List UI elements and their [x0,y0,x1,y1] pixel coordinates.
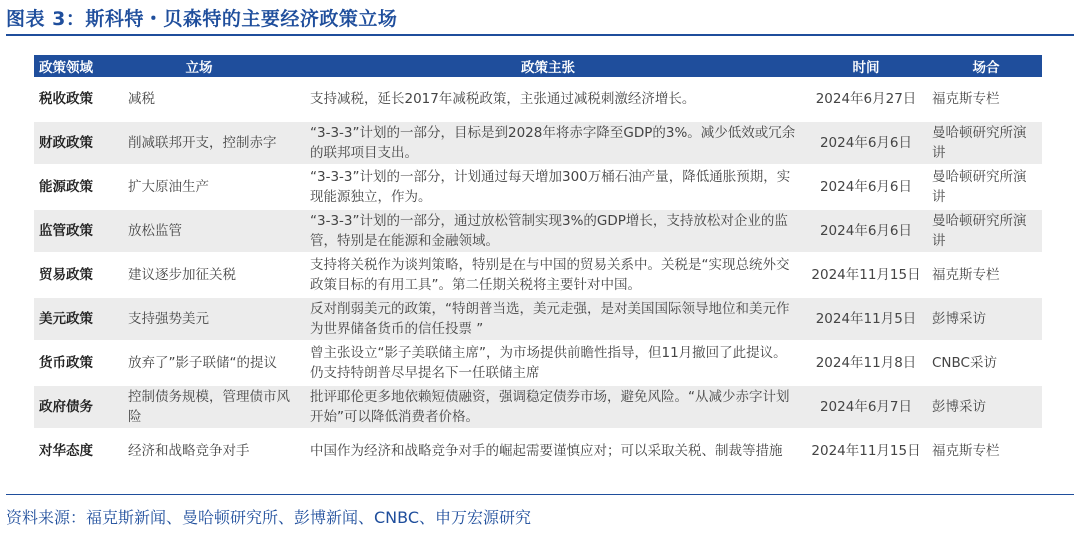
table-row [34,121,1042,165]
row-category: 货币政策 [34,341,104,385]
row-category: 监管政策 [34,209,104,253]
row-category: 对华态度 [34,429,104,473]
table-row [34,341,1042,385]
row-category: 税收政策 [34,77,104,121]
row-position: 支持强势美元 [104,297,294,341]
row-policy: 反对削弱美元的政策，“特朗普当选，美元走强，是对美国国际领导地位和美元作为世界储备货币的信任投票 ” [294,297,802,341]
row-policy: “3-3-3”计划的一部分，计划通过每天增加300万桶石油产量，降低通胀预期，实现能源独立，作为。 [294,165,802,209]
table-row [34,77,1042,121]
row-category: 美元政策 [34,297,104,341]
table-row [34,253,1042,297]
table-row [34,385,1042,429]
row-position: 控制债务规模，管理债市风险 [104,385,294,429]
row-venue: 曼哈顿研究所演讲 [930,121,1042,165]
figure-title: 图表 3：斯科特・贝森特的主要经济政策立场 [6,8,398,30]
row-category: 财政政策 [34,121,104,165]
table-row [34,209,1042,253]
table-body [34,77,1042,473]
row-venue: CNBC采访 [930,341,1042,385]
row-date: 2024年6月6日 [802,165,930,209]
row-date: 2024年11月5日 [802,297,930,341]
row-position: 扩大原油生产 [104,165,294,209]
row-position: 放弃了”影子联储“的提议 [104,341,294,385]
row-venue: 福克斯专栏 [930,253,1042,297]
column-header-category: 政策领域 [34,55,104,77]
column-header-venue: 场合 [930,55,1042,77]
row-position: 减税 [104,77,294,121]
row-venue: 彭博采访 [930,385,1042,429]
row-position: 放松监管 [104,209,294,253]
table-row [34,429,1042,473]
row-date: 2024年6月7日 [802,385,930,429]
row-venue: 曼哈顿研究所演讲 [930,165,1042,209]
table-row [34,297,1042,341]
row-date: 2024年11月8日 [802,341,930,385]
row-policy: 批评耶伦更多地依赖短债融资，强调稳定债券市场，避免风险。“从减少赤字计划开始”可以降低消费者价格。 [294,385,802,429]
column-header-date: 时间 [802,55,930,77]
column-header-policy: 政策主张 [294,55,802,77]
row-policy: 中国作为经济和战略竞争对手的崛起需要谨慎应对；可以采取关税、制裁等措施 [294,429,802,473]
row-venue: 福克斯专栏 [930,77,1042,121]
row-venue: 福克斯专栏 [930,429,1042,473]
row-position: 建议逐步加征关税 [104,253,294,297]
table-header [34,55,1042,77]
row-date: 2024年11月15日 [802,429,930,473]
title-divider [6,34,1074,36]
row-policy: 支持减税，延长2017年减税政策，主张通过减税刺激经济增长。 [294,77,802,121]
row-policy: 曾主张设立“影子美联储主席”，为市场提供前瞻性指导，但11月撤回了此提议。仍支持特朗普尽早提名下一任联储主席 [294,341,802,385]
column-header-position: 立场 [104,55,294,77]
row-position: 经济和战略竞争对手 [104,429,294,473]
row-date: 2024年11月15日 [802,253,930,297]
row-policy: “3-3-3”计划的一部分，目标是到2028年将赤字降至GDP的3%。减少低效或冗余的联邦项目支出。 [294,121,802,165]
policy-table [34,55,1042,474]
row-date: 2024年6月6日 [802,209,930,253]
row-policy: “3-3-3”计划的一部分，通过放松管制实现3%的GDP增长，支持放松对企业的监管，特别是在能源和金融领域。 [294,209,802,253]
row-venue: 曼哈顿研究所演讲 [930,209,1042,253]
table-row [34,165,1042,209]
row-category: 能源政策 [34,165,104,209]
row-policy: 支持将关税作为谈判策略，特别是在与中国的贸易关系中。关税是“实现总统外交政策目标的有用工具”。第二任期关税将主要针对中国。 [294,253,802,297]
source-note: 资料来源：福克斯新闻、曼哈顿研究所、彭博新闻、CNBC、申万宏源研究 [6,508,532,527]
row-date: 2024年6月27日 [802,77,930,121]
source-divider [6,494,1074,495]
row-date: 2024年6月6日 [802,121,930,165]
row-category: 贸易政策 [34,253,104,297]
row-position: 削减联邦开支，控制赤字 [104,121,294,165]
row-category: 政府债务 [34,385,104,429]
row-venue: 彭博采访 [930,297,1042,341]
